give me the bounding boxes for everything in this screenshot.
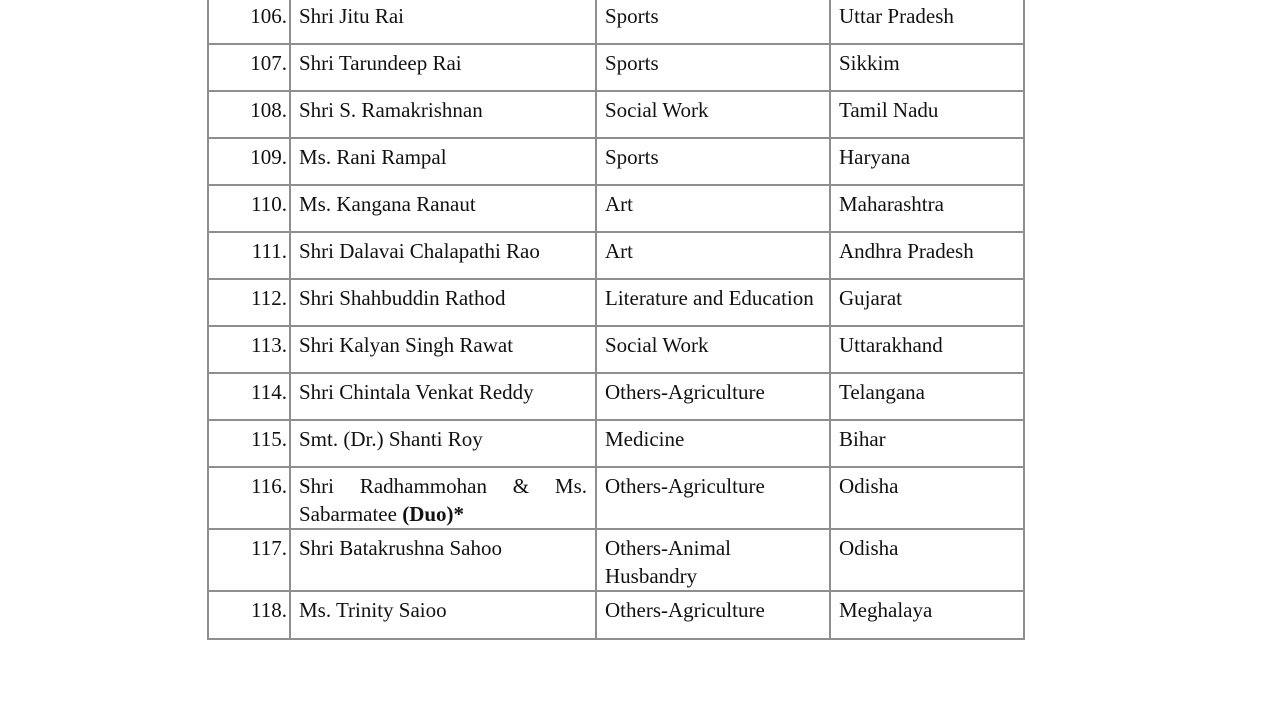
table-row <box>208 185 1024 232</box>
table-row <box>208 420 1024 467</box>
field-of-work: Sports <box>596 138 830 185</box>
state: Andhra Pradesh <box>830 232 1024 279</box>
awardee-name: Shri Dalavai Chalapathi Rao <box>290 232 596 279</box>
serial-number: 115. <box>208 420 290 467</box>
table-row <box>208 91 1024 138</box>
serial-number: 114. <box>208 373 290 420</box>
serial-number: 113. <box>208 326 290 373</box>
field-of-work: Sports <box>596 0 830 44</box>
state: Meghalaya <box>830 591 1024 639</box>
serial-number: 117. <box>208 529 290 591</box>
serial-number: 107. <box>208 44 290 91</box>
state: Bihar <box>830 420 1024 467</box>
serial-number: 108. <box>208 91 290 138</box>
awardee-name: Ms. Trinity Saioo <box>290 591 596 639</box>
table-row <box>208 591 1024 639</box>
awardee-name: Shri S. Ramakrishnan <box>290 91 596 138</box>
state: Sikkim <box>830 44 1024 91</box>
table-row <box>208 467 1024 529</box>
field-of-work: Social Work <box>596 91 830 138</box>
serial-number: 110. <box>208 185 290 232</box>
awardee-name: Shri Tarundeep Rai <box>290 44 596 91</box>
table-row <box>208 138 1024 185</box>
table-row <box>208 232 1024 279</box>
awardee-name: Shri Shahbuddin Rathod <box>290 279 596 326</box>
table-row <box>208 529 1024 591</box>
serial-number: 109. <box>208 138 290 185</box>
field-of-work: Others-Animal Husbandry <box>596 529 830 591</box>
serial-number: 116. <box>208 467 290 529</box>
state: Haryana <box>830 138 1024 185</box>
state: Odisha <box>830 467 1024 529</box>
state: Maharashtra <box>830 185 1024 232</box>
awardee-name-text: Shri Radhammohan & Ms. Sabarmatee <box>299 474 587 526</box>
field-of-work: Medicine <box>596 420 830 467</box>
field-of-work: Sports <box>596 44 830 91</box>
state: Uttarakhand <box>830 326 1024 373</box>
state: Tamil Nadu <box>830 91 1024 138</box>
awardee-name: Shri Jitu Rai <box>290 0 596 44</box>
field-of-work: Social Work <box>596 326 830 373</box>
table-row <box>208 373 1024 420</box>
awardee-name: Ms. Rani Rampal <box>290 138 596 185</box>
field-of-work: Art <box>596 185 830 232</box>
table-row <box>208 326 1024 373</box>
field-of-work: Literature and Education <box>596 279 830 326</box>
field-of-work: Art <box>596 232 830 279</box>
state: Telangana <box>830 373 1024 420</box>
awardee-name: Shri Kalyan Singh Rawat <box>290 326 596 373</box>
state: Gujarat <box>830 279 1024 326</box>
awardee-name <box>290 467 596 529</box>
serial-number: 111. <box>208 232 290 279</box>
field-of-work: Others-Agriculture <box>596 373 830 420</box>
table-row <box>208 0 1024 44</box>
serial-number: 112. <box>208 279 290 326</box>
field-of-work: Others-Agriculture <box>596 467 830 529</box>
duo-note: (Duo)* <box>402 502 465 526</box>
awardee-name: Shri Batakrushna Sahoo <box>290 529 596 591</box>
awardee-name: Ms. Kangana Ranaut <box>290 185 596 232</box>
table-row <box>208 279 1024 326</box>
awardees-table <box>207 0 1025 640</box>
state: Odisha <box>830 529 1024 591</box>
field-of-work: Others-Agriculture <box>596 591 830 639</box>
awardee-name: Smt. (Dr.) Shanti Roy <box>290 420 596 467</box>
serial-number: 106. <box>208 0 290 44</box>
serial-number: 118. <box>208 591 290 639</box>
awardee-name: Shri Chintala Venkat Reddy <box>290 373 596 420</box>
state: Uttar Pradesh <box>830 0 1024 44</box>
table-row <box>208 44 1024 91</box>
